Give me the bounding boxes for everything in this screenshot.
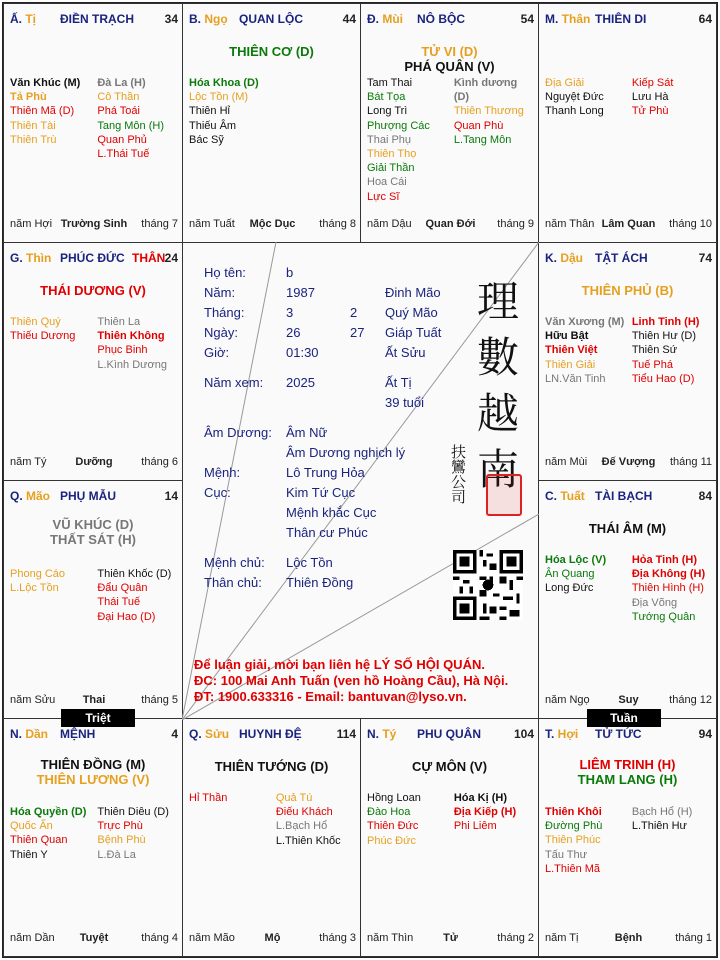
palace-number: 74: [698, 251, 712, 265]
minor-star: Phong Cáo: [10, 568, 66, 580]
palace-footer: [189, 218, 356, 232]
palace-stage: Suy: [618, 694, 639, 706]
palace-stage: Mộc Dục: [249, 218, 296, 230]
value-thang-can-chi: Quý Mão: [385, 305, 438, 320]
minor-stars-right: [276, 791, 356, 848]
main-stars: [183, 759, 360, 774]
palace-year: năm Tị: [545, 932, 579, 944]
palace-footer: [367, 218, 534, 232]
palace-year: năm Thìn: [367, 932, 414, 944]
main-star: LIÊM TRINH (H): [579, 757, 676, 772]
minor-star: L.Thiên Khốc: [275, 834, 341, 847]
minor-star: Quả Tú: [275, 792, 313, 804]
palace-name: ĐIỀN TRẠCH: [60, 12, 134, 26]
palace-hoi[interactable]: [538, 718, 717, 957]
minor-star: Hóa Lộc (V): [545, 554, 607, 566]
palace-header: [545, 251, 712, 267]
palace-month: tháng 10: [669, 218, 712, 230]
palace-footer: [10, 932, 178, 946]
value-nam-can-chi: Đinh Mão: [385, 285, 441, 300]
palace-month: tháng 7: [141, 218, 178, 230]
palace-header: [367, 727, 534, 743]
palace-header: [10, 727, 178, 743]
palace-year: năm Hợi: [10, 218, 53, 230]
minor-star: Thiên Khôi: [545, 806, 602, 818]
palace-number: 4: [171, 727, 178, 741]
main-stars: [4, 517, 182, 547]
palace-can-chi: N. Tý: [367, 727, 397, 741]
minor-star: Phá Toái: [97, 105, 140, 118]
palace-number: 114: [336, 727, 356, 741]
minor-star: Thiên Thương: [453, 105, 524, 118]
minor-star: Thiếu Âm: [189, 119, 237, 132]
minor-star: Thiên Y: [10, 848, 48, 861]
palace-stage: Trường Sinh: [60, 218, 128, 230]
palace-name: TÀI BẠCH: [595, 489, 653, 503]
main-stars: [539, 283, 716, 298]
value-ngay-am: 27: [350, 325, 365, 340]
minor-star: L.Thái Tuế: [97, 148, 150, 161]
palace-header: [545, 12, 712, 28]
minor-star: Tang Môn (H): [97, 119, 164, 132]
palace-stage: Bệnh: [614, 932, 643, 944]
palace-year: năm Ngọ: [545, 694, 590, 706]
value-than-chu: Thiên Đồng: [286, 575, 354, 590]
main-stars: [361, 44, 538, 74]
palace-footer: [189, 932, 356, 946]
main-stars: [539, 521, 716, 536]
minor-star: Nguyệt Đức: [545, 91, 604, 104]
minor-star: Lực Sĩ: [367, 190, 400, 203]
palace-number: 84: [698, 489, 712, 503]
minor-star: L.Bạch Hổ: [275, 820, 328, 833]
tu-vi-chart: [2, 2, 718, 958]
main-stars: [4, 283, 182, 298]
palace-number: 24: [164, 251, 178, 265]
main-stars: [4, 757, 182, 787]
palace-header: [10, 12, 178, 28]
palace-month: tháng 9: [497, 218, 534, 230]
palace-number: 54: [520, 12, 534, 26]
palace-can-chi: Q. Mão: [10, 489, 51, 503]
contact-line-2: ĐC: 100 Mai Anh Tuấn (ven hồ Hoàng Cầu), Hà Nội.: [194, 673, 509, 688]
value-am-duong-2: Âm Dương nghịch lý: [286, 445, 406, 460]
palace-can-chi: Ấ. Tị: [10, 12, 37, 26]
palace-header: [189, 727, 356, 743]
palace-stage: Thai: [82, 694, 106, 706]
palace-header: [10, 251, 178, 267]
palace-mui[interactable]: [360, 3, 539, 243]
palace-tuat[interactable]: [538, 480, 717, 719]
minor-star: Địa Giải: [545, 77, 585, 89]
main-star: THIÊN CƠ (D): [229, 44, 314, 59]
label-nam: Năm:: [204, 285, 236, 300]
minor-stars-left: [367, 76, 454, 204]
minor-star: Thai Phụ: [367, 133, 412, 146]
minor-stars-right: [632, 315, 712, 386]
seal-text: 扶鸞公司: [449, 444, 467, 504]
palace-header: [545, 727, 712, 743]
minor-star: Tiểu Hao (D): [631, 372, 695, 385]
minor-star: L.Thiên Mã: [545, 862, 601, 875]
minor-star: Thiên La: [97, 316, 141, 328]
contact-info: [194, 657, 508, 705]
calligraphy-logo: [470, 274, 526, 498]
palace-footer: [545, 932, 712, 946]
main-star: THÁI DƯƠNG (V): [40, 283, 146, 298]
palace-year: năm Dậu: [367, 218, 412, 230]
minor-star: Thanh Long: [545, 105, 604, 118]
logo-char-2: 數: [476, 333, 519, 382]
minor-star: Phượng Các: [367, 119, 430, 132]
label-am-duong: Âm Dương:: [204, 425, 272, 440]
palace-footer: [545, 218, 712, 232]
minor-star: Phúc Đức: [367, 834, 416, 847]
palace-name: TỬ TỨC: [595, 727, 642, 741]
minor-star: Bạch Hổ (H): [631, 806, 693, 818]
palace-ngo[interactable]: [182, 3, 361, 243]
value-thang: 3: [286, 305, 294, 320]
minor-star: Thiên Việt: [545, 344, 598, 357]
minor-star: Đà La (H): [97, 77, 146, 89]
main-stars: [183, 44, 360, 59]
minor-star: Đào Hoa: [367, 806, 411, 819]
contact-line-1: Để luận giải, mời bạn liên hệ LÝ SỐ HỘI QUÁN.: [194, 657, 485, 672]
minor-star: Bệnh Phù: [97, 834, 146, 847]
palace-can-chi: K. Dậu: [545, 251, 584, 265]
minor-stars-right: [632, 805, 712, 833]
minor-star: Văn Xương (M): [545, 316, 625, 328]
palace-month: tháng 5: [141, 694, 178, 706]
minor-star: Tả Phù: [10, 91, 47, 104]
palace-footer: [545, 694, 712, 708]
center-info: [182, 242, 539, 718]
palace-can-chi: C. Tuất: [545, 489, 585, 503]
palace-year: năm Tuất: [189, 218, 235, 230]
palace-year: năm Mão: [189, 932, 235, 944]
minor-star: Hồng Loan: [367, 792, 421, 804]
label-cuc: Cục:: [204, 485, 231, 500]
palace-stage: Tử: [443, 932, 458, 944]
minor-star: Tam Thai: [367, 77, 413, 89]
minor-star: Thiên Phúc: [545, 834, 601, 847]
palace-month: tháng 8: [319, 218, 356, 230]
minor-star: Hóa Khoa (D): [189, 77, 259, 89]
logo-char-1: 理: [476, 277, 519, 326]
palace-can-chi: B. Ngọ: [189, 12, 228, 26]
minor-star: Thiên Khốc (D): [97, 568, 172, 580]
palace-name: QUAN LỘC: [239, 12, 303, 26]
label-thang: Tháng:: [204, 305, 245, 320]
palace-name: PHÚC ĐỨC: [60, 251, 125, 265]
minor-stars-left: [367, 791, 454, 848]
than-marker: THÂN: [132, 251, 166, 265]
palace-number: 94: [698, 727, 712, 741]
minor-stars-left: [545, 553, 632, 596]
minor-stars-left: [545, 805, 632, 876]
palace-name: HUYNH ĐỆ: [239, 727, 302, 741]
value-nam-xem-can-chi: Ất Tị: [385, 375, 412, 390]
palace-header: [10, 489, 178, 505]
palace-suu[interactable]: [182, 718, 361, 957]
value-menh: Lô Trung Hỏa: [286, 465, 365, 480]
minor-star: Thiếu Dương: [10, 330, 76, 343]
minor-star: LN.Văn Tinh: [545, 372, 606, 385]
minor-star: Thiên Không: [97, 330, 165, 343]
main-star: PHÁ QUÂN (V): [404, 59, 495, 74]
minor-star: Phục Binh: [97, 344, 148, 357]
palace-month: tháng 11: [669, 456, 712, 468]
value-gio-can-chi: Ất Sửu: [385, 345, 426, 360]
main-star: THẤT SÁT (H): [50, 532, 136, 547]
minor-star: Địa Võng: [631, 596, 678, 609]
minor-stars-left: [189, 76, 276, 147]
triet-tag: Triệt: [61, 709, 135, 727]
minor-stars-right: [632, 76, 712, 119]
palace-mao[interactable]: [3, 480, 183, 719]
minor-star: L.Kình Dương: [97, 358, 167, 371]
minor-stars-left: [10, 76, 97, 147]
palace-number: 34: [164, 12, 178, 26]
main-star: THÁI ÂM (M): [588, 521, 667, 536]
palace-can-chi: M. Thân: [545, 12, 591, 26]
palace-number: 104: [513, 727, 534, 741]
palace-ty2[interactable]: [360, 718, 539, 957]
value-ngay: 26: [286, 325, 301, 340]
palace-can-chi: Đ. Mùi: [367, 12, 404, 26]
minor-stars-left: [10, 567, 97, 595]
minor-star: Tử Phù: [631, 105, 669, 118]
minor-star: Hỏa Tinh (H): [631, 554, 698, 566]
palace-name: PHỤ MẪU: [60, 489, 116, 503]
palace-footer: [10, 694, 178, 708]
palace-month: tháng 4: [141, 932, 178, 944]
palace-thin[interactable]: [3, 242, 183, 481]
minor-star: Giải Thần: [367, 162, 415, 175]
minor-star: Phi Liêm: [453, 820, 497, 833]
minor-stars-right: [97, 567, 178, 624]
palace-year: năm Dần: [10, 932, 55, 944]
palace-name: NÔ BỘC: [417, 12, 465, 26]
palace-header: [189, 12, 356, 28]
minor-star: Đại Hao (D): [97, 610, 156, 623]
minor-star: Điếu Khách: [275, 806, 333, 819]
minor-star: L.Tang Môn: [453, 133, 512, 146]
palace-stage: Tuyệt: [79, 932, 109, 944]
value-nam: 1987: [286, 285, 315, 300]
palace-stage: Mộ: [264, 932, 281, 944]
palace-month: tháng 3: [319, 932, 356, 944]
minor-star: Thiên Trù: [10, 133, 57, 146]
value-cuc-3: Thân cư Phúc: [286, 525, 368, 540]
main-stars: [361, 759, 538, 774]
minor-star: Quốc Ấn: [10, 820, 53, 833]
minor-stars-right: [454, 76, 534, 147]
palace-stage: Dưỡng: [75, 456, 113, 468]
label-than-chu: Thân chủ:: [204, 575, 262, 590]
minor-star: Long Trì: [367, 105, 408, 118]
minor-star: Địa Không (H): [631, 568, 706, 581]
main-star: THIÊN PHỦ (B): [581, 283, 674, 298]
minor-star: L.Thiên Hư: [631, 820, 687, 833]
minor-star: Thiên Quý: [10, 316, 61, 328]
palace-month: tháng 12: [669, 694, 712, 706]
value-nam-xem: 2025: [286, 375, 315, 390]
value-ngay-can-chi: Giáp Tuất: [385, 325, 442, 340]
label-ngay: Ngày:: [204, 325, 238, 340]
logo-char-3: 越: [476, 389, 519, 438]
minor-star: Thiên Hình (H): [631, 582, 704, 595]
palace-name: PHU QUÂN: [417, 727, 482, 741]
minor-star: Thiên Diêu (D): [97, 806, 169, 818]
main-star: THIÊN LƯƠNG (V): [36, 772, 150, 787]
minor-star: Tuế Phá: [631, 358, 674, 371]
minor-star: Tấu Thư: [545, 848, 588, 861]
main-star: VŨ KHÚC (D): [52, 517, 134, 532]
minor-star: Thiên Đức: [367, 820, 419, 833]
minor-star: Trực Phù: [97, 820, 143, 833]
palace-dau[interactable]: [538, 242, 717, 481]
main-star: CỰ MÔN (V): [411, 759, 488, 774]
minor-stars-left: [10, 315, 97, 343]
palace-header: [367, 12, 534, 28]
minor-stars-left: [189, 791, 276, 805]
minor-star: Bác Sỹ: [189, 133, 224, 146]
palace-can-chi: Q. Sửu: [189, 727, 230, 741]
palace-year: năm Mùi: [545, 456, 588, 468]
minor-star: Thiên Tài: [10, 119, 56, 132]
palace-month: tháng 6: [141, 456, 178, 468]
contact-line-3: ĐT: 1900.633316 - Email: bantuvan@lyso.vn.: [194, 689, 467, 704]
minor-star: Thiên Quan: [10, 834, 68, 847]
minor-stars-right: [97, 76, 178, 161]
minor-star: Ân Quang: [545, 568, 595, 581]
minor-star: Linh Tinh (H): [631, 316, 700, 328]
main-star: THIÊN TƯỚNG (D): [214, 759, 329, 774]
palace-can-chi: N. Dần: [10, 727, 49, 741]
minor-star: Tướng Quân: [631, 610, 696, 623]
minor-stars-left: [545, 315, 632, 386]
main-star: TỬ VI (D): [421, 44, 478, 59]
minor-star: Lộc Tồn (M): [189, 91, 249, 104]
palace-footer: [367, 932, 534, 946]
value-ho-ten: b: [286, 265, 294, 280]
main-star: THIÊN ĐỒNG (M): [40, 757, 146, 772]
palace-month: tháng 1: [675, 932, 712, 944]
palace-number: 14: [164, 489, 178, 503]
minor-star: Thiên Mã (D): [10, 105, 75, 118]
value-am-duong: Âm Nữ: [286, 425, 328, 440]
palace-can-chi: T. Hợi: [545, 727, 579, 741]
minor-star: Đẩu Quân: [97, 582, 148, 595]
tuan-tag: Tuần: [587, 709, 661, 727]
minor-star: Long Đức: [545, 582, 594, 595]
value-gio: 01:30: [286, 345, 319, 360]
minor-stars-left: [10, 805, 97, 862]
minor-star: Hóa Quyền (D): [10, 806, 87, 818]
label-menh: Mệnh:: [204, 465, 241, 480]
main-stars: [539, 757, 716, 787]
minor-star: Hữu Bật: [545, 330, 589, 343]
value-menh-chu: Lộc Tồn: [286, 555, 333, 570]
minor-stars-right: [97, 805, 178, 862]
label-menh-chu: Mệnh chủ:: [204, 555, 265, 570]
minor-star: Thái Tuế: [97, 596, 141, 609]
minor-star: L.Lộc Tồn: [10, 582, 59, 595]
minor-stars-left: [545, 76, 632, 119]
palace-stage: Quan Đới: [425, 218, 476, 230]
minor-star: Hóa Kị (H): [453, 792, 507, 804]
minor-star: Lưu Hà: [631, 91, 669, 104]
qr-code-icon[interactable]: [453, 550, 523, 620]
minor-star: Thiên Hỉ: [189, 105, 230, 118]
palace-name: MỆNH: [60, 727, 96, 741]
value-thang-am: 2: [350, 305, 358, 320]
palace-header: [545, 489, 712, 505]
minor-star: Văn Khúc (M): [10, 77, 81, 89]
minor-star: Kiếp Sát: [631, 77, 674, 89]
minor-star: Bát Tọa: [367, 91, 406, 104]
palace-year: năm Tý: [10, 456, 47, 468]
minor-star: Kình dương (D): [453, 77, 518, 104]
minor-star: Thiên Giải: [545, 358, 596, 371]
minor-star: Địa Kiếp (H): [453, 806, 517, 819]
label-gio: Giờ:: [204, 345, 230, 360]
palace-footer: [10, 456, 178, 470]
minor-star: L.Đà La: [97, 848, 136, 861]
palace-ty[interactable]: [3, 3, 183, 243]
minor-star: Quan Phù: [453, 119, 504, 132]
minor-star: Thiên Thọ: [367, 148, 417, 161]
palace-stage: Đế Vượng: [601, 456, 656, 468]
palace-month: tháng 2: [497, 932, 534, 944]
label-ho-ten: Họ tên:: [204, 265, 246, 280]
logo-char-4: 南: [476, 445, 519, 494]
palace-name: TẬT ÁCH: [595, 251, 648, 265]
red-seal-icon: [486, 474, 522, 516]
minor-star: Hoa Cái: [367, 176, 407, 189]
palace-footer: [10, 218, 178, 232]
minor-star: Thiên Sứ: [631, 344, 678, 357]
palace-footer: [545, 456, 712, 470]
value-cuc-2: Mệnh khắc Cục: [286, 505, 377, 520]
palace-year: năm Thân: [545, 218, 595, 230]
palace-year: năm Sửu: [10, 694, 56, 706]
minor-star: Đường Phù: [545, 820, 603, 833]
palace-number: 44: [342, 12, 356, 26]
palace-can-chi: G. Thìn: [10, 251, 52, 265]
palace-stage: Lâm Quan: [601, 218, 656, 230]
main-star: THAM LANG (H): [577, 772, 678, 787]
palace-dan[interactable]: [3, 718, 183, 957]
label-nam-xem: Năm xem:: [204, 375, 264, 390]
minor-star: Cô Thần: [97, 91, 140, 104]
minor-star: Quan Phủ: [97, 133, 147, 146]
palace-name: THIÊN DI: [595, 12, 647, 26]
minor-star: Thiên Hư (D): [631, 330, 697, 343]
minor-stars-right: [97, 315, 178, 372]
value-cuc: Kim Tứ Cục: [286, 485, 356, 500]
minor-stars-right: [632, 553, 712, 624]
palace-number: 64: [698, 12, 712, 26]
minor-star: Hỉ Thần: [189, 792, 228, 804]
minor-stars-right: [454, 791, 534, 834]
palace-than[interactable]: [538, 3, 717, 243]
value-tuoi: 39 tuổi: [385, 395, 425, 410]
